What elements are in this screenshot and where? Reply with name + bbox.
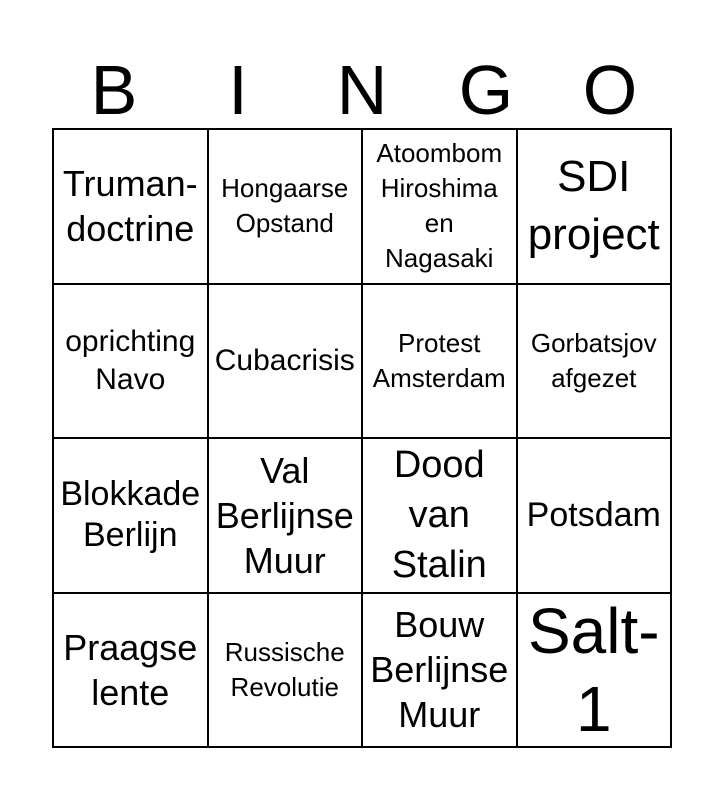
bingo-cell[interactable]	[54, 130, 209, 285]
header-letter-i: I	[228, 51, 248, 129]
bingo-cell[interactable]	[363, 594, 518, 749]
header-letter-b: B	[90, 51, 138, 129]
bingo-cell[interactable]	[518, 594, 673, 749]
header-letter-o: O	[582, 51, 638, 129]
bingo-cell[interactable]	[54, 439, 209, 594]
cell-text: Cubacrisis	[214, 343, 355, 377]
header-letter-g: G	[458, 51, 514, 129]
bingo-cell[interactable]	[363, 130, 518, 285]
bingo-grid	[52, 128, 672, 748]
cell-text: oprichting Navo	[65, 324, 196, 396]
cell-text: Val Berlijnse Muur	[215, 449, 354, 581]
cell-text: SDI project	[527, 152, 660, 260]
cell-text: Salt- 1	[527, 594, 660, 745]
bingo-cell[interactable]	[363, 439, 518, 594]
bingo-cell[interactable]	[54, 594, 209, 749]
cell-text: Truman- doctrine	[62, 163, 198, 250]
bingo-header	[52, 52, 672, 128]
cell-text: Atoombom Hiroshima en Nagasaki	[376, 138, 503, 274]
bingo-cell[interactable]	[518, 439, 673, 594]
cell-text: Protest Amsterdam	[372, 327, 506, 393]
cell-text: Bouw Berlijnse Muur	[370, 604, 509, 736]
bingo-cell[interactable]	[363, 285, 518, 440]
bingo-cell[interactable]	[209, 285, 364, 440]
bingo-cell[interactable]	[518, 130, 673, 285]
cell-text: Russische Revolutie	[224, 636, 345, 702]
cell-text: Blokkade Berlijn	[60, 475, 201, 555]
cell-text: Praagse lente	[63, 626, 198, 713]
cell-text: Gorbatsjov afgezet	[530, 327, 657, 393]
header-letter-n: N	[336, 51, 388, 129]
bingo-cell[interactable]	[209, 439, 364, 594]
cell-text: Hongaarse Opstand	[221, 173, 349, 239]
bingo-cell[interactable]	[518, 285, 673, 440]
cell-text: Dood van Stalin	[391, 444, 487, 587]
bingo-cell[interactable]	[209, 594, 364, 749]
cell-text: Potsdam	[526, 495, 661, 534]
bingo-cell[interactable]	[209, 130, 364, 285]
bingo-cell[interactable]	[54, 285, 209, 440]
